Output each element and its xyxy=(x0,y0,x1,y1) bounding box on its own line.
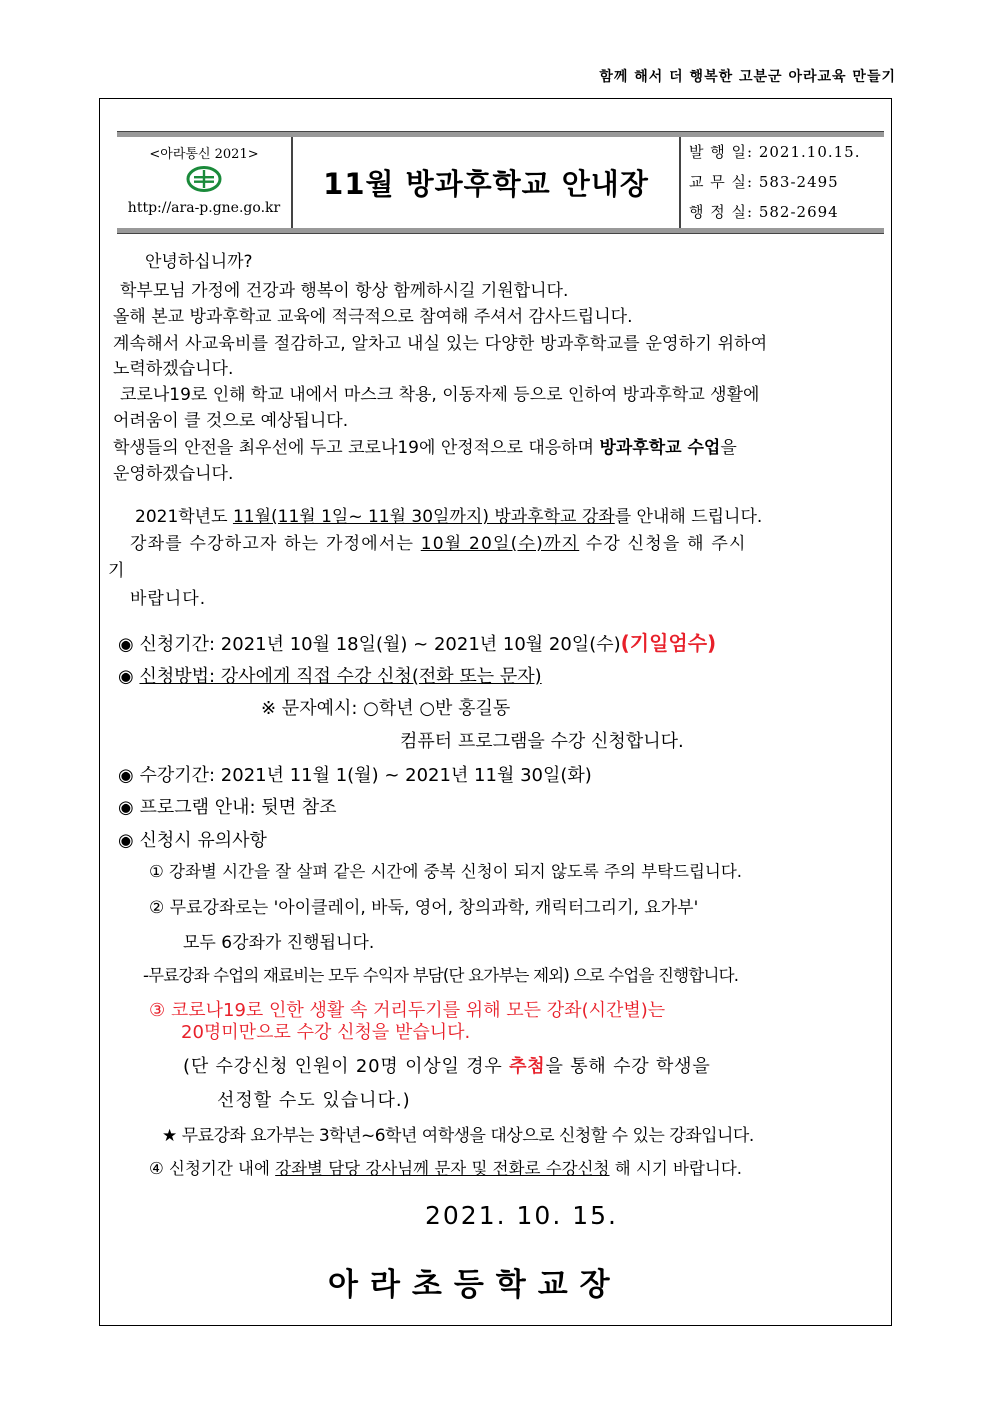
bullet-icon: ◉ xyxy=(118,765,134,786)
notice-text: 수강 신청을 해 주시 xyxy=(579,534,747,554)
notice-text: 2021학년도 xyxy=(135,507,233,527)
period-item xyxy=(118,627,716,656)
method-text: 신청방법: 강사에게 직접 수강 신청(전화 또는 문자) xyxy=(139,666,542,687)
caution-4 xyxy=(149,1155,742,1179)
program-item xyxy=(118,793,337,819)
intro-emphasis: 방과후학교 수업 xyxy=(599,438,721,458)
notice-line xyxy=(135,502,762,527)
program-text: 프로그램 안내: 뒷면 참조 xyxy=(139,797,337,818)
caution-2-note: -무료강좌 수업의 재료비는 모두 수익자 부담(단 요가부는 제외) 으로 수업을 진행합니다. xyxy=(143,966,739,985)
notice-deadline: 10월 20일(수)까지 xyxy=(420,534,580,554)
intro-text: 학생들의 안전을 최우선에 두고 코로나19에 안정적으로 대응하며 xyxy=(113,438,600,458)
intro-line: 올해 본교 방과후학교 교육에 적극적으로 참여해 주셔서 감사드립니다. xyxy=(113,307,633,327)
intro-line: 학부모님 가정에 건강과 행복이 항상 함께하시길 기원합니다. xyxy=(120,281,569,301)
intro-line: 계속해서 사교육비를 절감하고, 알차고 내실 있는 다양한 방과후학교를 운영하기 위하여 xyxy=(113,334,768,354)
cautions-item xyxy=(118,826,267,852)
intro-line: 노력하겠습니다. xyxy=(113,359,234,379)
bullet-icon: ◉ xyxy=(118,797,134,818)
notice-line: 기 xyxy=(108,561,125,581)
caution-2-count: 모두 6강좌가 진행됩니다. xyxy=(183,933,375,953)
sms-example-2: 컴퓨터 프로그램을 수강 신청합니다. xyxy=(400,731,684,752)
notice-line xyxy=(130,529,747,554)
caution-2: ② 무료강좌로는 '아이클레이, 바둑, 영어, 창의과학, 캐릭터그리기, 요가부' xyxy=(149,898,699,918)
issue-date: 발 행 일: 2021.10.15. xyxy=(689,143,861,161)
lottery-text: 을 통해 수강 학생을 xyxy=(545,1056,711,1077)
bullet-icon: ◉ xyxy=(118,830,134,851)
header-meta-cell xyxy=(681,137,884,228)
office-phone: 교 무 실: 583-2495 xyxy=(689,173,839,191)
intro-line: 코로나19로 인해 학교 내에서 마스크 착용, 이동자제 등으로 인하여 방과후학교 생활에 xyxy=(120,385,760,405)
notice-text: 강좌를 수강하고자 하는 가정에서는 xyxy=(130,534,421,554)
newsletter-label: <아라통신 2021> xyxy=(149,147,259,162)
notice-text: 를 안내해 드립니다. xyxy=(614,507,763,527)
period-strict: (기일엄수) xyxy=(620,631,717,655)
slogan: 함께 해서 더 행복한 고분군 아라교육 만들기 xyxy=(599,69,896,85)
sms-example: ※ 문자예시: ○학년 ○반 홍길동 xyxy=(261,698,511,719)
footer-date: 2021. 10. 15. xyxy=(425,1201,618,1230)
caution-3-lottery xyxy=(183,1052,711,1078)
intro-line: 운영하겠습니다. xyxy=(113,464,234,484)
school-url[interactable]: http://ara-p.gne.go.kr xyxy=(127,200,281,216)
course-period-text: 수강기간: 2021년 11월 1(월) ~ 2021년 11월 30일(화) xyxy=(139,765,592,786)
caution-1: ① 강좌별 시간을 잘 살펴 같은 시간에 중복 신청이 되지 않도록 주의 부탁드립니다. xyxy=(149,862,743,881)
lottery-text: (단 수강신청 인원이 20명 이상일 경우 xyxy=(183,1056,510,1077)
intro-text: 을 xyxy=(720,438,737,458)
bullet-icon: ◉ xyxy=(118,634,134,655)
caution-3: ③ 코로나19로 인한 생활 속 거리두기를 위해 모든 강좌(시간별)는 xyxy=(149,1000,666,1021)
admin-phone: 행 정 실: 582-2694 xyxy=(689,203,839,221)
caution-3-selection: 선정할 수도 있습니다.) xyxy=(217,1090,411,1111)
intro-line: 어려움이 클 것으로 예상됩니다. xyxy=(113,411,349,431)
header-title-cell xyxy=(293,137,681,228)
caution-3-limit: 20명미만으로 수강 신청을 받습니다. xyxy=(181,1022,471,1043)
notice-line: 바랍니다. xyxy=(130,589,207,609)
header-newsletter-cell xyxy=(117,137,293,228)
cautions-title: 신청시 유의사항 xyxy=(139,830,267,851)
notice-underlined: 11월(11월 1일~ 11월 30일까지) 방과후학교 강좌 xyxy=(232,507,615,527)
course-period-item xyxy=(118,761,592,787)
bullet-icon: ◉ xyxy=(118,666,134,687)
period-text: 신청기간: 2021년 10월 18일(월) ~ 2021년 10월 20일(수) xyxy=(139,634,621,655)
yoga-note: ★ 무료강좌 요가부는 3학년~6학년 여학생을 대상으로 신청할 수 있는 강좌입니다. xyxy=(162,1126,754,1146)
header-bottom-rule xyxy=(117,228,884,234)
method-item xyxy=(118,662,542,688)
school-logo-icon xyxy=(186,166,222,192)
page-title: 11월 방과후학교 안내장 xyxy=(323,167,649,201)
caution-4-text: ④ 신청기간 내에 xyxy=(149,1159,276,1178)
caution-4-text: 해 시기 바랍니다. xyxy=(609,1159,743,1178)
signer: 아라초등학교장 xyxy=(328,1267,622,1303)
intro-line xyxy=(113,433,737,458)
caution-4-underlined: 강좌별 담당 강사님께 문자 및 전화로 수강신청 xyxy=(275,1159,610,1178)
greeting: 안녕하십니까? xyxy=(145,252,253,272)
lottery-emphasis: 추첨 xyxy=(509,1056,546,1077)
